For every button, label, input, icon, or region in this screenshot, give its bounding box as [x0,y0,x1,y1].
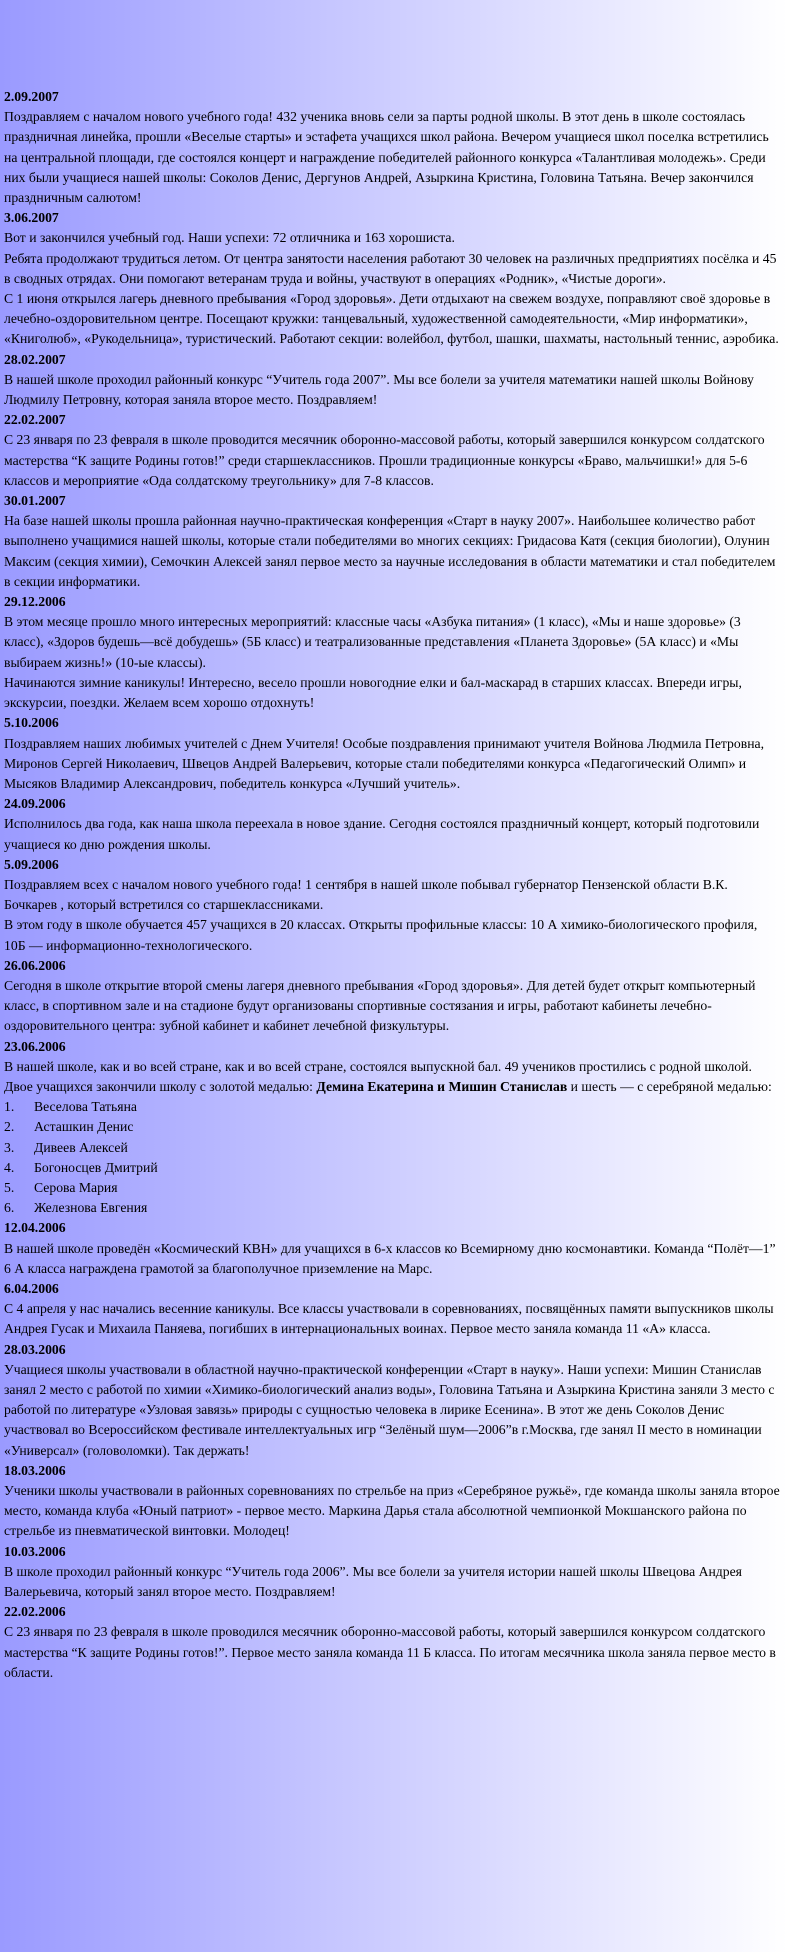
news-entry [4,350,780,411]
list-number: 3. [4,1139,15,1155]
news-entry [4,1218,780,1279]
news-entry-graduation [4,1037,780,1219]
news-date: 30.01.2007 [4,493,66,509]
graduation-text-after: и шесть — с серебряной медалью: [567,1078,772,1094]
news-date: 12.04.2006 [4,1220,66,1236]
news-paragraph: Ученики школы участвовали в районных соревнованиях по стрельбе на приз «Серебряное ружьё», где команда школы заняла второе место, команда клуба «Юный патриот» - первое место. Маркина Дарья стала абсолютной чемпионкой Мокшанского района по стрельбе из пневматической винтовки. Молодец! [4,1483,780,1539]
medalist-name: Дивеев Алексей [34,1139,128,1155]
list-number: 4. [4,1159,15,1175]
news-entry [4,1602,780,1683]
silver-medalist [4,1178,780,1198]
list-number: 6. [4,1200,15,1216]
news-feed [4,87,780,1683]
news-date: 28.02.2007 [4,351,66,367]
news-date: 3.06.2007 [4,210,59,226]
news-entry [4,410,780,491]
silver-medalist [4,1198,780,1218]
medalist-name: Веселова Татьяна [34,1099,137,1115]
news-paragraph: Поздравляем всех с началом нового учебного года! 1 сентября в нашей школе побывал губернатор Пензенской области В.К. Бочкарев , который встретился со старшеклассниками. [4,876,728,913]
news-paragraph: Вот и закончился учебный год. Наши успехи: 72 отличника и 163 хорошиста. [4,230,455,246]
news-entry [4,855,780,956]
news-entry [4,1542,780,1603]
medalist-name: Железнова Евгения [34,1200,148,1216]
list-number: 1. [4,1099,15,1115]
news-date: 26.06.2006 [4,957,66,973]
news-paragraph: С 23 января по 23 февраля в школе проводился месячник оборонно-массовой работы, который завершился конкурсом солдатского мастерства “К защите Родины готов!”. Первое место заняла команда 11 Б класса. По итогам месячника школа заняла первое место в области. [4,1624,776,1680]
news-entry [4,956,780,1037]
news-paragraph: Поздравляем наших любимых учителей с Днем Учителя! Особые поздравления принимают учителя Войнова Людмила Петровна, Миронов Сергей Николаевич, Швецов Андрей Валерьевич, которые стали победителями конкурса «Педагогический Олимп» и Мысяков Владимир Александрович, победитель конкурса «Лучший учитель». [4,735,765,791]
silver-medalist [4,1117,780,1137]
news-paragraph: Исполнилось два года, как наша школа переехала в новое здание. Сегодня состоялся праздничный концерт, который подготовили учащиеся ко дню рождения школы. [4,816,760,852]
news-entry [4,491,780,592]
silver-medalist [4,1097,780,1117]
list-number: 5. [4,1179,15,1195]
news-list [4,87,780,1037]
news-entry [4,713,780,794]
news-paragraph: С 23 января по 23 февраля в школе проводится месячник оборонно-массовой работы, который завершился конкурсом солдатского мастерства “К защите Родины готов!” среди старшеклассников. Прошли традиционные конкурсы «Браво, мальчишки!» для 5-6 классов и мероприятие «Ода солдатскому треугольнику» для 7-8 классов. [4,432,765,488]
silver-medalists-list [4,1097,780,1218]
news-date: 23.06.2006 [4,1038,66,1054]
news-paragraph: Ребята продолжают трудиться летом. От центра занятости населения работают 30 человек на различных предприятиях посёлка и 45 в сводных отрядах. Они помогают ветеранам труда и войны, участвуют в операциях «Родник», «Чистые дороги». [4,250,777,286]
news-entry [4,208,780,349]
news-entry [4,1461,780,1542]
news-paragraph: Начинаются зимние каникулы! Интересно, весело прошли новогодние елки и бал-маскарад в старших классах. Впереди игры, экскурсии, поездки. Желаем всем хорошо отдохнуть! [4,674,742,711]
medalist-name: Серова Мария [34,1179,118,1195]
news-date: 22.02.2007 [4,412,66,428]
graduation-text: В нашей школе, как и во всей стране, как и во всей стране, состоялся выпускной бал. 49 учеников простились с родной школой. Двое учащихся закончили школу с золотой медалью: [4,1058,752,1094]
list-number: 2. [4,1119,15,1135]
news-list-later [4,1218,780,1683]
gold-medalists: Демина Екатерина и Мишин Станислав [316,1078,568,1094]
news-paragraph: С 1 июня открылся лагерь дневного пребывания «Город здоровья». Дети отдыхают на свежем воздухе, поправляют своё здоровье в лечебно-оздоровительном центре. Посещают кружки: танцевальный, художественной самодеятельности, «Мир информатики», «Книголюб», «Рукодельница», туристический. Работают секции: волейбол, футбол, шашки, шахматы, настольный теннис, аэробика. [4,291,779,347]
news-entry [4,1279,780,1340]
news-paragraph: В нашей школе проведён «Космический КВН» для учащихся в 6-х классов ко Всемирному дню космонавтики. Команда “Полёт—1” 6 А класса награждена грамотой за благополучное приземление на Марс. [4,1240,776,1276]
news-paragraph: В этом году в школе обучается 457 учащихся в 20 классах. Открыты профильные классы: 10 А химико-биологического профиля, 10Б — информационно-технологического. [4,917,758,953]
news-paragraph: Поздравляем с началом нового учебного года! 432 ученика вновь сели за парты родной школы. В этот день в школе состоялась праздничная линейка, прошли «Веселые старты» и эстафета учащихся школ района. Вечером учащиеся школ поселка встретились на центральной площади, где состоялся концерт и награждение победителей районного конкурса «Талантливая молодежь». Среди них были учащиеся нашей школы: Соколов Денис, Дергунов Андрей, Азыркина Кристина, Головина Татьяна. Вечер закончился праздничным салютом! [4,109,769,206]
news-date: 5.09.2006 [4,856,59,872]
medalist-name: Асташкин Денис [34,1119,134,1135]
silver-medalist [4,1138,780,1158]
news-paragraph: Сегодня в школе открытие второй смены лагеря дневного пребывания «Город здоровья». Для детей будет открыт компьютерный класс, в спортивном зале и на стадионе будут организованы спортивные состязания и игры, работают кабинеты лечебно-оздоровительного центра: зубной кабинет и кабинет лечебной физкультуры. [4,977,756,1034]
news-entry [4,1340,780,1461]
news-date: 29.12.2006 [4,594,66,610]
news-date: 24.09.2006 [4,796,66,812]
news-paragraph: На базе нашей школы прошла районная научно-практическая конференция «Старт в науку 2007». Наибольшее количество работ выполнено учащимися нашей школы, которые стали победителями во многих секциях: Гридасова Катя (секция биологии), Олунин Максим (секция химии), Семочкин Алексей занял первое место за научные исследования в области математики и стал победителем в секции информатики. [4,513,776,589]
news-date: 5.10.2006 [4,715,59,731]
news-date: 2.09.2007 [4,89,59,104]
news-entry [4,794,780,855]
news-date: 10.03.2006 [4,1543,66,1559]
news-paragraph: С 4 апреля у нас начались весенние каникулы. Все классы участвовали в соревнованиях, посвящённых памяти выпускников школы Андрея Гусак и Михаила Паняева, погибших в интернациональных воинах. Первое место заняла команда 11 «А» класса. [4,1301,774,1337]
silver-medalist [4,1158,780,1178]
news-entry [4,592,780,713]
news-paragraph: В нашей школе проходил районный конкурс “Учитель года 2007”. Мы все болели за учителя математики нашей школы Войнову Людмилу Петровну, которая заняла второе место. Поздравляем! [4,371,754,408]
news-date: 6.04.2006 [4,1280,59,1296]
news-paragraph: Учащиеся школы участвовали в областной научно-практической конференции «Старт в науку». Наши успехи: Мишин Станислав занял 2 место с работой по химии «Химико-биологический анализ воды», Головина Татьяна и Азыркина Кристина заняли 3 место с работой по литературе «Узловая завязь» природы с сущностью человека в лирике Есенина». В этот же день Соколов Денис участвовал во Всероссийском фестивале интеллектуальных игр “Зелёный шум—2006”в г.Москва, где занял II место в номинации «Универсал» (головоломки). Так держать! [4,1361,775,1458]
news-entry [4,87,780,208]
news-paragraph: В этом месяце прошло много интересных мероприятий: классные часы «Азбука питания» (1 класс), «Мы и наше здоровье» (3 класс), «Здоров будешь—всё добудешь» (5Б класс) и театрализованные представления «Планета Здоровье» (5А класс) и «Мы выбираем жизнь!» (10-ые классы). [4,614,741,670]
news-paragraph: В школе проходил районный конкурс “Учитель года 2006”. Мы все болели за учителя истории нашей школы Швецова Андрея Валерьевича, который занял второе место. Поздравляем! [4,1563,742,1600]
news-date: 22.02.2006 [4,1604,66,1620]
medalist-name: Богоносцев Дмитрий [34,1159,158,1175]
news-date: 18.03.2006 [4,1462,66,1478]
news-paragraph [4,1057,780,1097]
news-date: 28.03.2006 [4,1341,66,1357]
